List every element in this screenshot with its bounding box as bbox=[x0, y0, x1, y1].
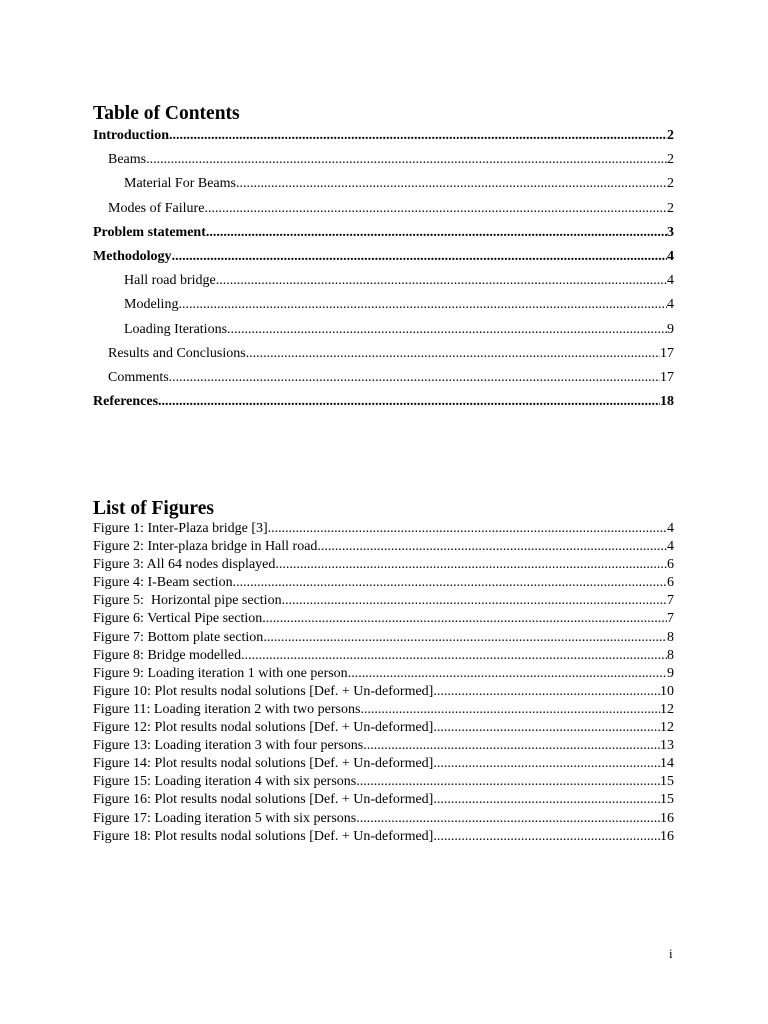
toc-entry-page: 4 bbox=[667, 273, 674, 289]
dot-leader bbox=[356, 773, 660, 791]
lof-heading: List of Figures bbox=[93, 498, 214, 519]
lof-entry-label: Figure 16: Plot results nodal solutions [Def. + Un-deformed] bbox=[93, 792, 434, 808]
lof-entry[interactable] bbox=[93, 719, 674, 737]
lof-entry[interactable] bbox=[93, 737, 674, 755]
toc-entry-page: 4 bbox=[667, 248, 674, 264]
dot-leader bbox=[206, 221, 667, 245]
toc-entry-page: 2 bbox=[667, 176, 674, 192]
toc-entry[interactable] bbox=[93, 221, 674, 245]
dot-leader bbox=[241, 647, 667, 665]
toc-entry-page: 17 bbox=[660, 345, 674, 361]
lof-entry[interactable] bbox=[93, 773, 674, 791]
toc-entry-label: Results and Conclusions bbox=[108, 345, 246, 361]
lof-entry-label: Figure 15: Loading iteration 4 with six persons bbox=[93, 774, 357, 790]
lof-entry-page: 13 bbox=[660, 738, 674, 754]
lof-entry-page: 10 bbox=[660, 683, 674, 699]
lof-entry-label: Figure 11: Loading iteration 2 with two persons bbox=[93, 701, 361, 717]
lof-entry-page: 15 bbox=[660, 774, 674, 790]
lof-entry[interactable] bbox=[93, 701, 674, 719]
lof-entry-page: 15 bbox=[660, 792, 674, 808]
dot-leader bbox=[363, 737, 660, 755]
toc-entry[interactable] bbox=[93, 124, 674, 148]
lof-entry-page: 12 bbox=[660, 720, 674, 736]
toc-entry[interactable] bbox=[93, 172, 674, 196]
dot-leader bbox=[433, 755, 660, 773]
lof-entry-page: 7 bbox=[667, 611, 674, 627]
dot-leader bbox=[178, 293, 667, 317]
toc-entry[interactable] bbox=[93, 366, 674, 390]
toc-entry[interactable] bbox=[93, 245, 674, 269]
lof-entry-page: 16 bbox=[660, 810, 674, 826]
dot-leader bbox=[216, 269, 667, 293]
lof-entry[interactable] bbox=[93, 791, 674, 809]
lof-entry[interactable] bbox=[93, 755, 674, 773]
lof-entry[interactable] bbox=[93, 538, 674, 556]
lof-entry-label: Figure 10: Plot results nodal solutions [Def. + Un-deformed] bbox=[93, 683, 434, 699]
toc-entry[interactable] bbox=[93, 269, 674, 293]
toc-entry-page: 2 bbox=[667, 128, 674, 143]
toc-entry-page: 17 bbox=[660, 369, 674, 385]
lof-entry[interactable] bbox=[93, 828, 674, 846]
toc-entry[interactable] bbox=[93, 148, 674, 172]
dot-leader bbox=[158, 390, 660, 414]
lof-entry[interactable] bbox=[93, 592, 674, 610]
toc-entry-page: 3 bbox=[667, 224, 674, 240]
lof-entry-page: 14 bbox=[660, 756, 674, 772]
toc-entry-label: Problem statement bbox=[93, 224, 206, 240]
toc-entry-page: 2 bbox=[667, 200, 674, 216]
dot-leader bbox=[246, 342, 660, 366]
toc-entry[interactable] bbox=[93, 197, 674, 221]
lof-entry-page: 8 bbox=[667, 647, 674, 663]
dot-leader bbox=[146, 148, 667, 172]
dot-leader bbox=[169, 124, 667, 148]
lof-entry-page: 4 bbox=[667, 539, 674, 555]
lof-entry[interactable] bbox=[93, 629, 674, 647]
lof-entry[interactable] bbox=[93, 647, 674, 665]
toc-entry-label: Modeling bbox=[124, 297, 179, 313]
dot-leader bbox=[172, 245, 667, 269]
lof-entry[interactable] bbox=[93, 520, 674, 538]
lof-entry-page: 16 bbox=[660, 828, 674, 844]
dot-leader bbox=[317, 538, 667, 556]
lof-entry[interactable] bbox=[93, 556, 674, 574]
lof-entry-label: Figure 4: I-Beam section bbox=[93, 575, 233, 591]
lof-list bbox=[93, 520, 674, 846]
page-number: i bbox=[669, 946, 673, 961]
dot-leader bbox=[282, 592, 667, 610]
dot-leader bbox=[433, 828, 660, 846]
lof-entry-page: 6 bbox=[667, 557, 674, 573]
lof-entry[interactable] bbox=[93, 683, 674, 701]
lof-entry-page: 12 bbox=[660, 701, 674, 717]
dot-leader bbox=[433, 791, 660, 809]
toc-entry-page: 4 bbox=[667, 297, 674, 313]
dot-leader bbox=[275, 556, 667, 574]
toc-entry[interactable] bbox=[93, 293, 674, 317]
dot-leader bbox=[262, 610, 667, 628]
lof-entry-label: Figure 1: Inter-Plaza bridge [3] bbox=[93, 521, 268, 536]
dot-leader bbox=[263, 629, 667, 647]
dot-leader bbox=[236, 172, 667, 196]
toc-entry-label: Methodology bbox=[93, 248, 172, 264]
toc-entry-label: Loading Iterations bbox=[124, 321, 228, 337]
lof-entry-label: Figure 7: Bottom plate section bbox=[93, 629, 264, 645]
lof-entry-page: 8 bbox=[667, 629, 674, 645]
lof-entry-label: Figure 2: Inter-plaza bridge in Hall road bbox=[93, 539, 318, 555]
dot-leader bbox=[433, 683, 660, 701]
lof-entry-label: Figure 18: Plot results nodal solutions [Def. + Un-deformed] bbox=[93, 828, 434, 844]
toc-entry-label: Beams bbox=[108, 152, 147, 168]
lof-entry-page: 9 bbox=[667, 665, 674, 681]
lof-entry-page: 6 bbox=[667, 575, 674, 591]
dot-leader bbox=[268, 520, 667, 538]
lof-entry[interactable] bbox=[93, 574, 674, 592]
toc-list bbox=[93, 124, 674, 414]
lof-entry[interactable] bbox=[93, 665, 674, 683]
dot-leader bbox=[169, 366, 660, 390]
dot-leader bbox=[348, 665, 667, 683]
toc-entry[interactable] bbox=[93, 318, 674, 342]
toc-entry-label: Material For Beams bbox=[124, 176, 236, 192]
lof-entry-label: Figure 14: Plot results nodal solutions [Def. + Un-deformed] bbox=[93, 756, 434, 772]
lof-entry-page: 7 bbox=[667, 593, 674, 609]
lof-entry-label: Figure 8: Bridge modelled bbox=[93, 647, 242, 663]
toc-entry-page: 2 bbox=[667, 152, 674, 168]
dot-leader bbox=[356, 810, 660, 828]
lof-entry-label: Figure 12: Plot results nodal solutions [Def. + Un-deformed] bbox=[93, 720, 434, 736]
toc-entry-label: Modes of Failure bbox=[108, 200, 205, 216]
lof-entry-label: Figure 6: Vertical Pipe section bbox=[93, 611, 263, 627]
toc-entry-page: 9 bbox=[667, 321, 674, 337]
dot-leader bbox=[227, 318, 667, 342]
toc-entry-page: 18 bbox=[660, 394, 674, 410]
dot-leader bbox=[233, 574, 667, 592]
toc-entry-label: Comments bbox=[108, 369, 169, 385]
toc-entry-label: References bbox=[93, 394, 159, 410]
toc-entry[interactable] bbox=[93, 342, 674, 366]
toc-entry[interactable] bbox=[93, 390, 674, 414]
lof-entry[interactable] bbox=[93, 810, 674, 828]
toc-entry-label: Hall road bridge bbox=[124, 273, 216, 289]
toc-entry-label: Introduction bbox=[93, 128, 169, 143]
lof-entry-page: 4 bbox=[667, 521, 674, 536]
dot-leader bbox=[204, 197, 667, 221]
lof-entry-label: Figure 17: Loading iteration 5 with six persons bbox=[93, 810, 357, 826]
toc-heading: Table of Contents bbox=[93, 103, 240, 124]
lof-entry-label: Figure 13: Loading iteration 3 with four persons bbox=[93, 738, 364, 754]
lof-entry-label: Figure 5: Horizontal pipe section bbox=[93, 593, 282, 609]
lof-entry-label: Figure 3: All 64 nodes displayed bbox=[93, 557, 276, 573]
dot-leader bbox=[360, 701, 660, 719]
lof-entry-label: Figure 9: Loading iteration 1 with one person bbox=[93, 665, 348, 681]
lof-entry[interactable] bbox=[93, 610, 674, 628]
dot-leader bbox=[433, 719, 660, 737]
